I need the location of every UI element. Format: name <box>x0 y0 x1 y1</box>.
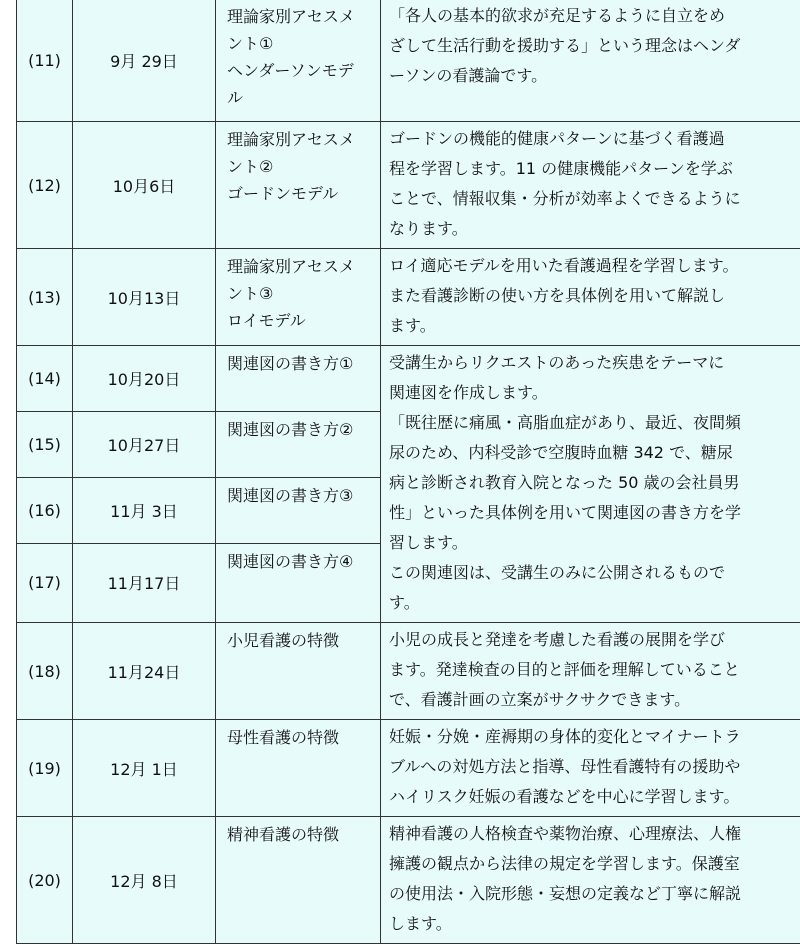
session-number: (13) <box>17 249 73 346</box>
session-number: (12) <box>17 122 73 249</box>
session-description: 精神看護の人格検査や薬物治療、心理療法、人権 擁護の観点から法律の規定を学習します。保護室 の使用法・入院形態・妄想の定義など丁寧に解説 します。 <box>381 817 800 944</box>
session-description-merged: 受講生からリクエストのあった疾患をテーマに 関連図を作成します。 「既往歴に痛風・高脂血症があり、最近、夜間頻 尿のため、内科受診で空腹時血糖 342 で、糖尿 病と診断され教育入院となった 50 歳の会社員男 性」といった具体例を用いて関連図の書き方を学 習します。 この関連図は、受講生のみに公開されるもので す。 <box>381 346 800 623</box>
session-description: ロイ適応モデルを用いた看護過程を学習します。 また看護診断の使い方を具体例を用いて解説し ます。 <box>381 249 800 346</box>
session-date: 11月 3日 <box>73 478 216 544</box>
session-date: 10月27日 <box>73 411 216 478</box>
table-row <box>17 817 800 944</box>
session-topic: 関連図の書き方④ <box>216 543 381 622</box>
session-date: 12月 1日 <box>73 720 216 817</box>
session-number: (20) <box>17 817 73 944</box>
session-topic: 理論家別アセスメ ント③ ロイモデル <box>216 249 381 346</box>
table-row <box>17 623 800 720</box>
session-date: 10月6日 <box>73 122 216 249</box>
schedule-table <box>16 0 800 944</box>
session-number: (19) <box>17 720 73 817</box>
session-topic: 関連図の書き方③ <box>216 478 381 544</box>
session-topic: 理論家別アセスメ ント② ゴードンモデル <box>216 122 381 249</box>
session-number: (11) <box>17 0 73 122</box>
table-row <box>17 122 800 249</box>
session-topic: 理論家別アセスメ ント① ヘンダーソンモデ ル <box>216 0 381 122</box>
session-description: 「各人の基本的欲求が充足するように自立をめ ざして生活行動を援助する」という理念はヘンダ ーソンの看護論です。 <box>381 0 800 122</box>
session-number: (16) <box>17 478 73 544</box>
session-number: (14) <box>17 346 73 412</box>
session-date: 10月20日 <box>73 346 216 412</box>
session-date: 9月 29日 <box>73 0 216 122</box>
session-topic: 精神看護の特徴 <box>216 817 381 944</box>
session-number: (15) <box>17 411 73 478</box>
session-date: 10月13日 <box>73 249 216 346</box>
session-topic: 関連図の書き方① <box>216 346 381 412</box>
table-row <box>17 346 800 412</box>
session-date: 11月17日 <box>73 543 216 622</box>
session-topic: 母性看護の特徴 <box>216 720 381 817</box>
session-topic: 関連図の書き方② <box>216 411 381 478</box>
table-row <box>17 249 800 346</box>
session-date: 11月24日 <box>73 623 216 720</box>
session-description: 小児の成長と発達を考慮した看護の展開を学び ます。発達検査の目的と評価を理解していること で、看護計画の立案がサクサクできます。 <box>381 623 800 720</box>
session-number: (17) <box>17 543 73 622</box>
session-date: 12月 8日 <box>73 817 216 944</box>
session-topic: 小児看護の特徴 <box>216 623 381 720</box>
session-number: (18) <box>17 623 73 720</box>
table-row <box>17 0 800 122</box>
session-description: 妊娠・分娩・産褥期の身体的変化とマイナートラ ブルへの対処方法と指導、母性看護特有の援助や ハイリスク妊娠の看護などを中心に学習します。 <box>381 720 800 817</box>
session-description: ゴードンの機能的健康パターンに基づく看護過 程を学習します。11 の健康機能パターンを学ぶ ことで、情報収集・分析が効率よくできるように なります。 <box>381 122 800 249</box>
table-row <box>17 720 800 817</box>
